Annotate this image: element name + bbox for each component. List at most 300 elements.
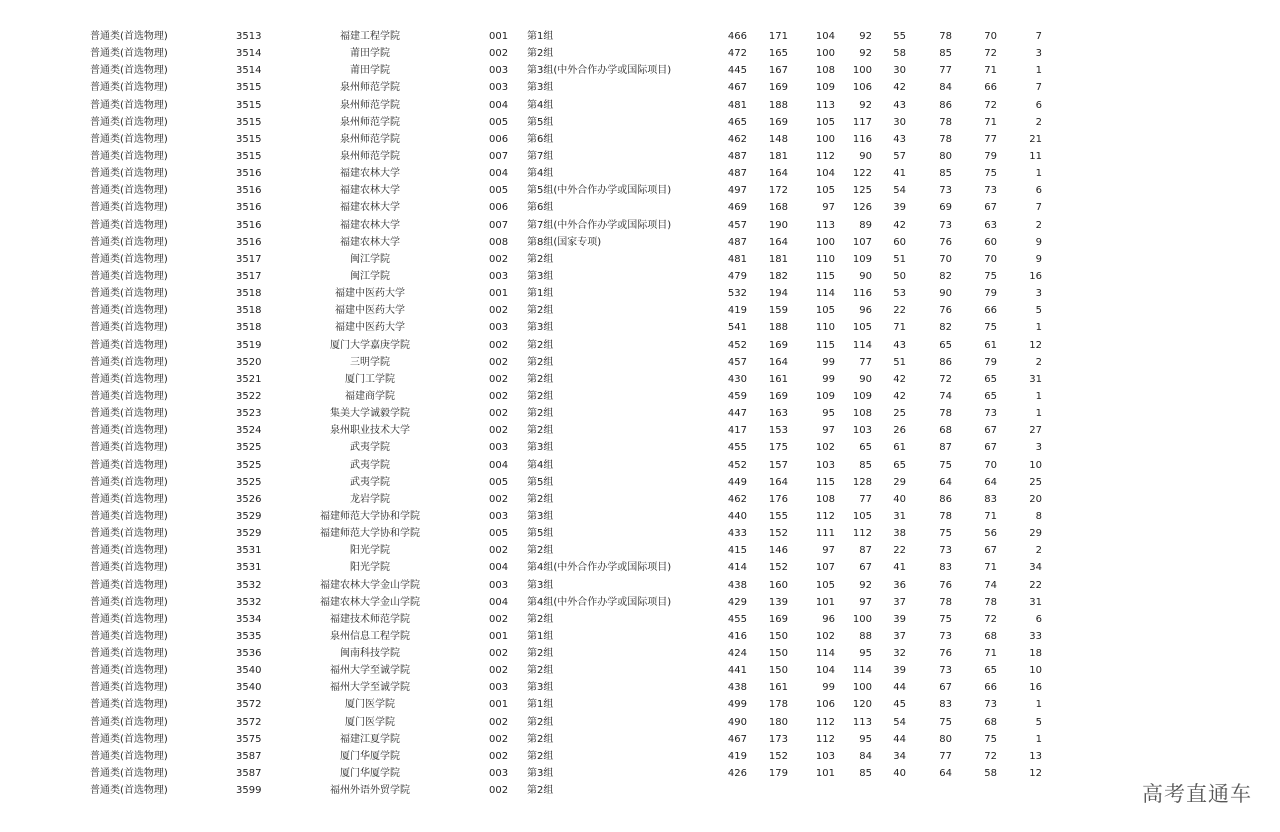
cell-score-c: 92 [859,579,872,591]
cell-score-e: 76 [939,305,952,317]
cell-score-a: 161 [768,682,788,694]
cell-score-a: 176 [768,493,788,505]
cell-score-e: 70 [939,253,952,265]
cell-score-e: 73 [939,665,952,677]
cell-total-score: 415 [727,545,747,557]
cell-score-b: 112 [815,150,835,162]
cell-score-a: 190 [768,219,788,231]
cell-score-b: 105 [815,579,835,591]
table-row [0,199,1280,216]
cell-total-score: 429 [727,596,747,608]
cell-score-e: 72 [939,373,952,385]
cell-school-code: 3515 [236,82,262,94]
cell-school-code: 3517 [236,270,262,282]
cell-score-f: 71 [984,510,997,522]
cell-group-code: 002 [489,716,509,728]
table-row [0,782,1280,799]
cell-school-code: 3575 [236,733,262,745]
cell-score-e: 83 [939,699,952,711]
cell-score-b: 103 [815,750,835,762]
cell-score-f: 67 [984,442,997,454]
cell-group-code: 002 [489,613,509,625]
cell-score-d: 40 [893,768,906,780]
cell-total-score: 447 [727,408,747,420]
cell-total-score: 459 [727,390,747,402]
cell-score-c: 96 [859,305,872,317]
cell-category: 普通类(首选物理) [90,408,168,420]
cell-school-code: 3514 [236,65,262,77]
cell-score-b: 102 [815,442,835,454]
cell-count: 8 [1035,510,1042,522]
cell-group-code: 002 [489,253,509,265]
cell-score-c: 113 [852,716,872,728]
cell-school-code: 3540 [236,665,262,677]
cell-score-f: 75 [984,270,997,282]
cell-score-c: 85 [859,768,872,780]
cell-group-name: 第5组 [527,528,554,540]
cell-score-f: 56 [984,528,997,540]
cell-group-name: 第3组 [527,510,554,522]
cell-score-c: 125 [852,185,872,197]
cell-score-c: 105 [852,322,872,334]
cell-school-code: 3518 [236,288,262,300]
cell-category: 普通类(首选物理) [90,82,168,94]
cell-score-b: 106 [815,699,835,711]
cell-score-b: 113 [815,99,835,111]
cell-category: 普通类(首选物理) [90,733,168,745]
cell-category: 普通类(首选物理) [90,545,168,557]
cell-score-d: 57 [893,150,906,162]
table-row [0,714,1280,731]
cell-count: 7 [1035,82,1042,94]
cell-group-code: 002 [489,390,509,402]
cell-group-name: 第2组 [527,493,554,505]
cell-group-name: 第2组 [527,339,554,351]
cell-score-c: 92 [859,48,872,60]
cell-category: 普通类(首选物理) [90,785,168,797]
cell-score-d: 42 [893,219,906,231]
cell-score-a: 161 [768,373,788,385]
cell-score-e: 75 [939,716,952,728]
cell-score-b: 115 [815,339,835,351]
cell-school-name: 三明学院 [350,356,390,368]
cell-score-f: 72 [984,99,997,111]
cell-total-score: 532 [727,288,747,300]
table-row [0,765,1280,782]
cell-total-score: 445 [727,65,747,77]
table-row [0,748,1280,765]
cell-score-a: 152 [768,562,788,574]
cell-score-c: 105 [852,510,872,522]
cell-total-score: 479 [727,270,747,282]
cell-score-a: 150 [768,665,788,677]
cell-count: 2 [1035,545,1042,557]
table-row [0,474,1280,491]
cell-total-score: 462 [727,133,747,145]
cell-count: 1 [1035,733,1042,745]
cell-school-code: 3572 [236,716,262,728]
cell-group-code: 003 [489,682,509,694]
cell-total-score: 481 [727,253,747,265]
cell-school-code: 3521 [236,373,262,385]
cell-school-code: 3531 [236,562,262,574]
cell-score-a: 178 [768,699,788,711]
cell-count: 34 [1029,562,1042,574]
table-row [0,217,1280,234]
cell-school-name: 福建技术师范学院 [330,613,410,625]
cell-group-name: 第3组 [527,322,554,334]
cell-score-d: 51 [893,356,906,368]
cell-group-code: 002 [489,305,509,317]
table-row [0,679,1280,696]
cell-category: 普通类(首选物理) [90,236,168,248]
cell-score-c: 67 [859,562,872,574]
cell-score-a: 152 [768,528,788,540]
cell-score-e: 78 [939,596,952,608]
cell-count: 1 [1035,168,1042,180]
cell-score-b: 105 [815,185,835,197]
cell-total-score: 430 [727,373,747,385]
cell-score-f: 67 [984,202,997,214]
table-row [0,628,1280,645]
cell-score-e: 80 [939,150,952,162]
cell-score-b: 109 [815,82,835,94]
cell-school-code: 3587 [236,750,262,762]
cell-score-e: 77 [939,750,952,762]
table-row [0,422,1280,439]
cell-score-d: 61 [893,442,906,454]
cell-score-e: 78 [939,408,952,420]
cell-score-a: 168 [768,202,788,214]
cell-score-a: 153 [768,425,788,437]
cell-score-e: 73 [939,219,952,231]
cell-school-code: 3522 [236,390,262,402]
cell-score-a: 172 [768,185,788,197]
cell-group-name: 第1组 [527,31,554,42]
cell-score-d: 53 [893,288,906,300]
table-row [0,302,1280,319]
cell-group-name: 第2组 [527,253,554,265]
cell-total-score: 438 [727,682,747,694]
cell-score-a: 181 [768,150,788,162]
cell-score-f: 73 [984,408,997,420]
cell-count: 12 [1029,768,1042,780]
cell-count: 31 [1029,373,1042,385]
cell-score-b: 104 [815,665,835,677]
cell-score-a: 146 [768,545,788,557]
table-row [0,491,1280,508]
cell-group-code: 003 [489,510,509,522]
cell-category: 普通类(首选物理) [90,716,168,728]
table-row [0,611,1280,628]
cell-group-code: 002 [489,356,509,368]
cell-score-d: 41 [893,562,906,574]
cell-score-c: 95 [859,648,872,660]
cell-group-name: 第5组(中外合作办学或国际项目) [527,185,672,197]
cell-score-c: 109 [852,390,872,402]
cell-group-code: 003 [489,579,509,591]
table-row [0,645,1280,662]
cell-school-name: 厦门工学院 [345,373,395,385]
cell-count: 5 [1035,305,1042,317]
cell-total-score: 487 [727,150,747,162]
cell-score-d: 45 [893,699,906,711]
cell-score-d: 58 [893,48,906,60]
cell-category: 普通类(首选物理) [90,750,168,762]
cell-category: 普通类(首选物理) [90,133,168,145]
cell-total-score: 499 [727,699,747,711]
cell-total-score: 469 [727,202,747,214]
cell-count: 10 [1029,459,1042,471]
cell-score-d: 34 [893,750,906,762]
cell-school-code: 3515 [236,116,262,128]
cell-score-e: 76 [939,579,952,591]
cell-category: 普通类(首选物理) [90,185,168,197]
cell-group-name: 第2组 [527,545,554,557]
cell-score-e: 90 [939,288,952,300]
cell-school-name: 福州大学至诚学院 [330,665,410,677]
cell-score-f: 65 [984,390,997,402]
table-row [0,731,1280,748]
cell-category: 普通类(首选物理) [90,288,168,300]
cell-group-code: 002 [489,648,509,660]
cell-total-score: 426 [727,768,747,780]
cell-score-f: 65 [984,373,997,385]
cell-school-code: 3516 [236,168,262,180]
cell-count: 6 [1035,613,1042,625]
cell-score-b: 115 [815,476,835,488]
cell-score-b: 114 [815,288,835,300]
cell-group-name: 第2组 [527,648,554,660]
cell-group-name: 第2组 [527,785,554,797]
cell-score-c: 100 [852,613,872,625]
table-row [0,388,1280,405]
cell-group-name: 第3组 [527,82,554,94]
cell-count: 3 [1035,288,1042,300]
cell-category: 普通类(首选物理) [90,373,168,385]
cell-score-c: 107 [852,236,872,248]
cell-score-e: 87 [939,442,952,454]
cell-school-name: 厦门医学院 [345,699,395,711]
cell-score-a: 180 [768,716,788,728]
cell-school-code: 3536 [236,648,262,660]
cell-score-d: 39 [893,613,906,625]
cell-score-f: 75 [984,733,997,745]
cell-group-name: 第4组 [527,168,554,180]
cell-group-code: 004 [489,596,509,608]
cell-group-code: 007 [489,150,509,162]
cell-score-c: 100 [852,682,872,694]
cell-school-name: 阳光学院 [350,545,390,557]
cell-total-score: 472 [727,48,747,60]
cell-score-e: 78 [939,510,952,522]
table-row [0,337,1280,354]
cell-score-f: 75 [984,322,997,334]
cell-school-name: 福建农林大学 [340,219,400,231]
cell-category: 普通类(首选物理) [90,425,168,437]
cell-score-d: 41 [893,168,906,180]
cell-score-e: 73 [939,630,952,642]
cell-count: 6 [1035,185,1042,197]
cell-school-code: 3519 [236,339,262,351]
cell-score-d: 42 [893,82,906,94]
cell-count: 18 [1029,648,1042,660]
cell-score-b: 101 [815,596,835,608]
cell-group-code: 002 [489,665,509,677]
cell-score-b: 104 [815,168,835,180]
cell-group-code: 003 [489,768,509,780]
cell-count: 9 [1035,253,1042,265]
cell-count: 10 [1029,665,1042,677]
cell-score-e: 80 [939,733,952,745]
cell-score-d: 37 [893,596,906,608]
cell-school-name: 福州大学至诚学院 [330,682,410,694]
cell-school-code: 3524 [236,425,262,437]
cell-category: 普通类(首选物理) [90,665,168,677]
cell-score-d: 30 [893,65,906,77]
cell-total-score: 449 [727,476,747,488]
cell-school-name: 福建农林大学金山学院 [320,596,420,608]
cell-group-code: 004 [489,562,509,574]
cell-school-code: 3531 [236,545,262,557]
cell-school-name: 莆田学院 [350,65,390,77]
cell-school-name: 福建江夏学院 [340,733,400,745]
cell-school-name: 福建商学院 [345,390,395,402]
cell-group-name: 第2组 [527,750,554,762]
cell-score-b: 99 [822,682,835,694]
cell-score-d: 51 [893,253,906,265]
cell-score-a: 164 [768,476,788,488]
cell-score-a: 167 [768,65,788,77]
cell-group-name: 第6组 [527,202,554,214]
cell-score-f: 66 [984,682,997,694]
cell-score-d: 43 [893,339,906,351]
cell-score-e: 68 [939,425,952,437]
cell-score-c: 92 [859,99,872,111]
cell-category: 普通类(首选物理) [90,682,168,694]
cell-category: 普通类(首选物理) [90,648,168,660]
cell-group-name: 第2组 [527,408,554,420]
cell-school-name: 泉州师范学院 [340,150,400,162]
cell-score-a: 157 [768,459,788,471]
cell-group-name: 第2组 [527,425,554,437]
cell-school-code: 3529 [236,510,262,522]
cell-score-f: 64 [984,476,997,488]
cell-school-code: 3513 [236,31,262,42]
table-row [0,251,1280,268]
cell-total-score: 481 [727,99,747,111]
cell-total-score: 467 [727,82,747,94]
cell-score-d: 60 [893,236,906,248]
cell-score-e: 67 [939,682,952,694]
cell-group-code: 004 [489,99,509,111]
cell-group-name: 第3组 [527,768,554,780]
cell-category: 普通类(首选物理) [90,510,168,522]
cell-count: 16 [1029,682,1042,694]
cell-school-name: 福建农林大学 [340,236,400,248]
cell-score-f: 67 [984,545,997,557]
cell-school-name: 泉州师范学院 [340,82,400,94]
cell-score-b: 104 [815,31,835,42]
cell-category: 普通类(首选物理) [90,699,168,711]
cell-group-code: 002 [489,408,509,420]
cell-group-name: 第4组 [527,99,554,111]
cell-score-a: 181 [768,253,788,265]
cell-score-c: 112 [852,528,872,540]
cell-score-e: 75 [939,528,952,540]
cell-school-name: 福建农林大学 [340,168,400,180]
cell-category: 普通类(首选物理) [90,390,168,402]
cell-group-code: 007 [489,219,509,231]
cell-group-code: 005 [489,185,509,197]
cell-group-code: 005 [489,528,509,540]
cell-score-c: 85 [859,459,872,471]
cell-score-d: 30 [893,116,906,128]
cell-score-d: 71 [893,322,906,334]
cell-category: 普通类(首选物理) [90,596,168,608]
cell-score-d: 42 [893,373,906,385]
cell-score-e: 78 [939,31,952,42]
cell-count: 3 [1035,442,1042,454]
cell-total-score: 419 [727,750,747,762]
cell-score-b: 102 [815,630,835,642]
cell-school-name: 厦门华厦学院 [340,750,400,762]
cell-score-e: 76 [939,648,952,660]
cell-group-code: 002 [489,785,509,797]
cell-count: 16 [1029,270,1042,282]
table-row [0,577,1280,594]
cell-score-f: 68 [984,716,997,728]
cell-category: 普通类(首选物理) [90,630,168,642]
cell-score-b: 115 [815,270,835,282]
cell-score-d: 25 [893,408,906,420]
cell-count: 2 [1035,116,1042,128]
cell-score-d: 31 [893,510,906,522]
cell-category: 普通类(首选物理) [90,768,168,780]
cell-score-c: 90 [859,373,872,385]
cell-total-score: 414 [727,562,747,574]
cell-school-code: 3535 [236,630,262,642]
cell-score-c: 84 [859,750,872,762]
cell-category: 普通类(首选物理) [90,579,168,591]
cell-category: 普通类(首选物理) [90,99,168,111]
cell-score-a: 169 [768,390,788,402]
cell-score-c: 90 [859,270,872,282]
cell-score-d: 32 [893,648,906,660]
cell-school-name: 武夷学院 [350,459,390,471]
cell-group-name: 第8组(国家专项) [527,236,602,248]
cell-score-d: 37 [893,630,906,642]
cell-score-f: 71 [984,562,997,574]
cell-score-e: 73 [939,545,952,557]
cell-score-a: 164 [768,356,788,368]
cell-score-c: 117 [852,116,872,128]
cell-school-name: 福州外语外贸学院 [330,785,410,797]
cell-total-score: 466 [727,31,747,42]
cell-group-code: 002 [489,373,509,385]
cell-school-name: 福建中医药大学 [335,288,405,300]
cell-score-d: 54 [893,716,906,728]
cell-group-name: 第2组 [527,733,554,745]
cell-school-name: 福建农林大学金山学院 [320,579,420,591]
cell-score-f: 72 [984,48,997,60]
cell-group-code: 001 [489,31,509,42]
cell-category: 普通类(首选物理) [90,116,168,128]
cell-total-score: 441 [727,665,747,677]
table-row [0,542,1280,559]
cell-school-code: 3587 [236,768,262,780]
cell-score-f: 66 [984,82,997,94]
